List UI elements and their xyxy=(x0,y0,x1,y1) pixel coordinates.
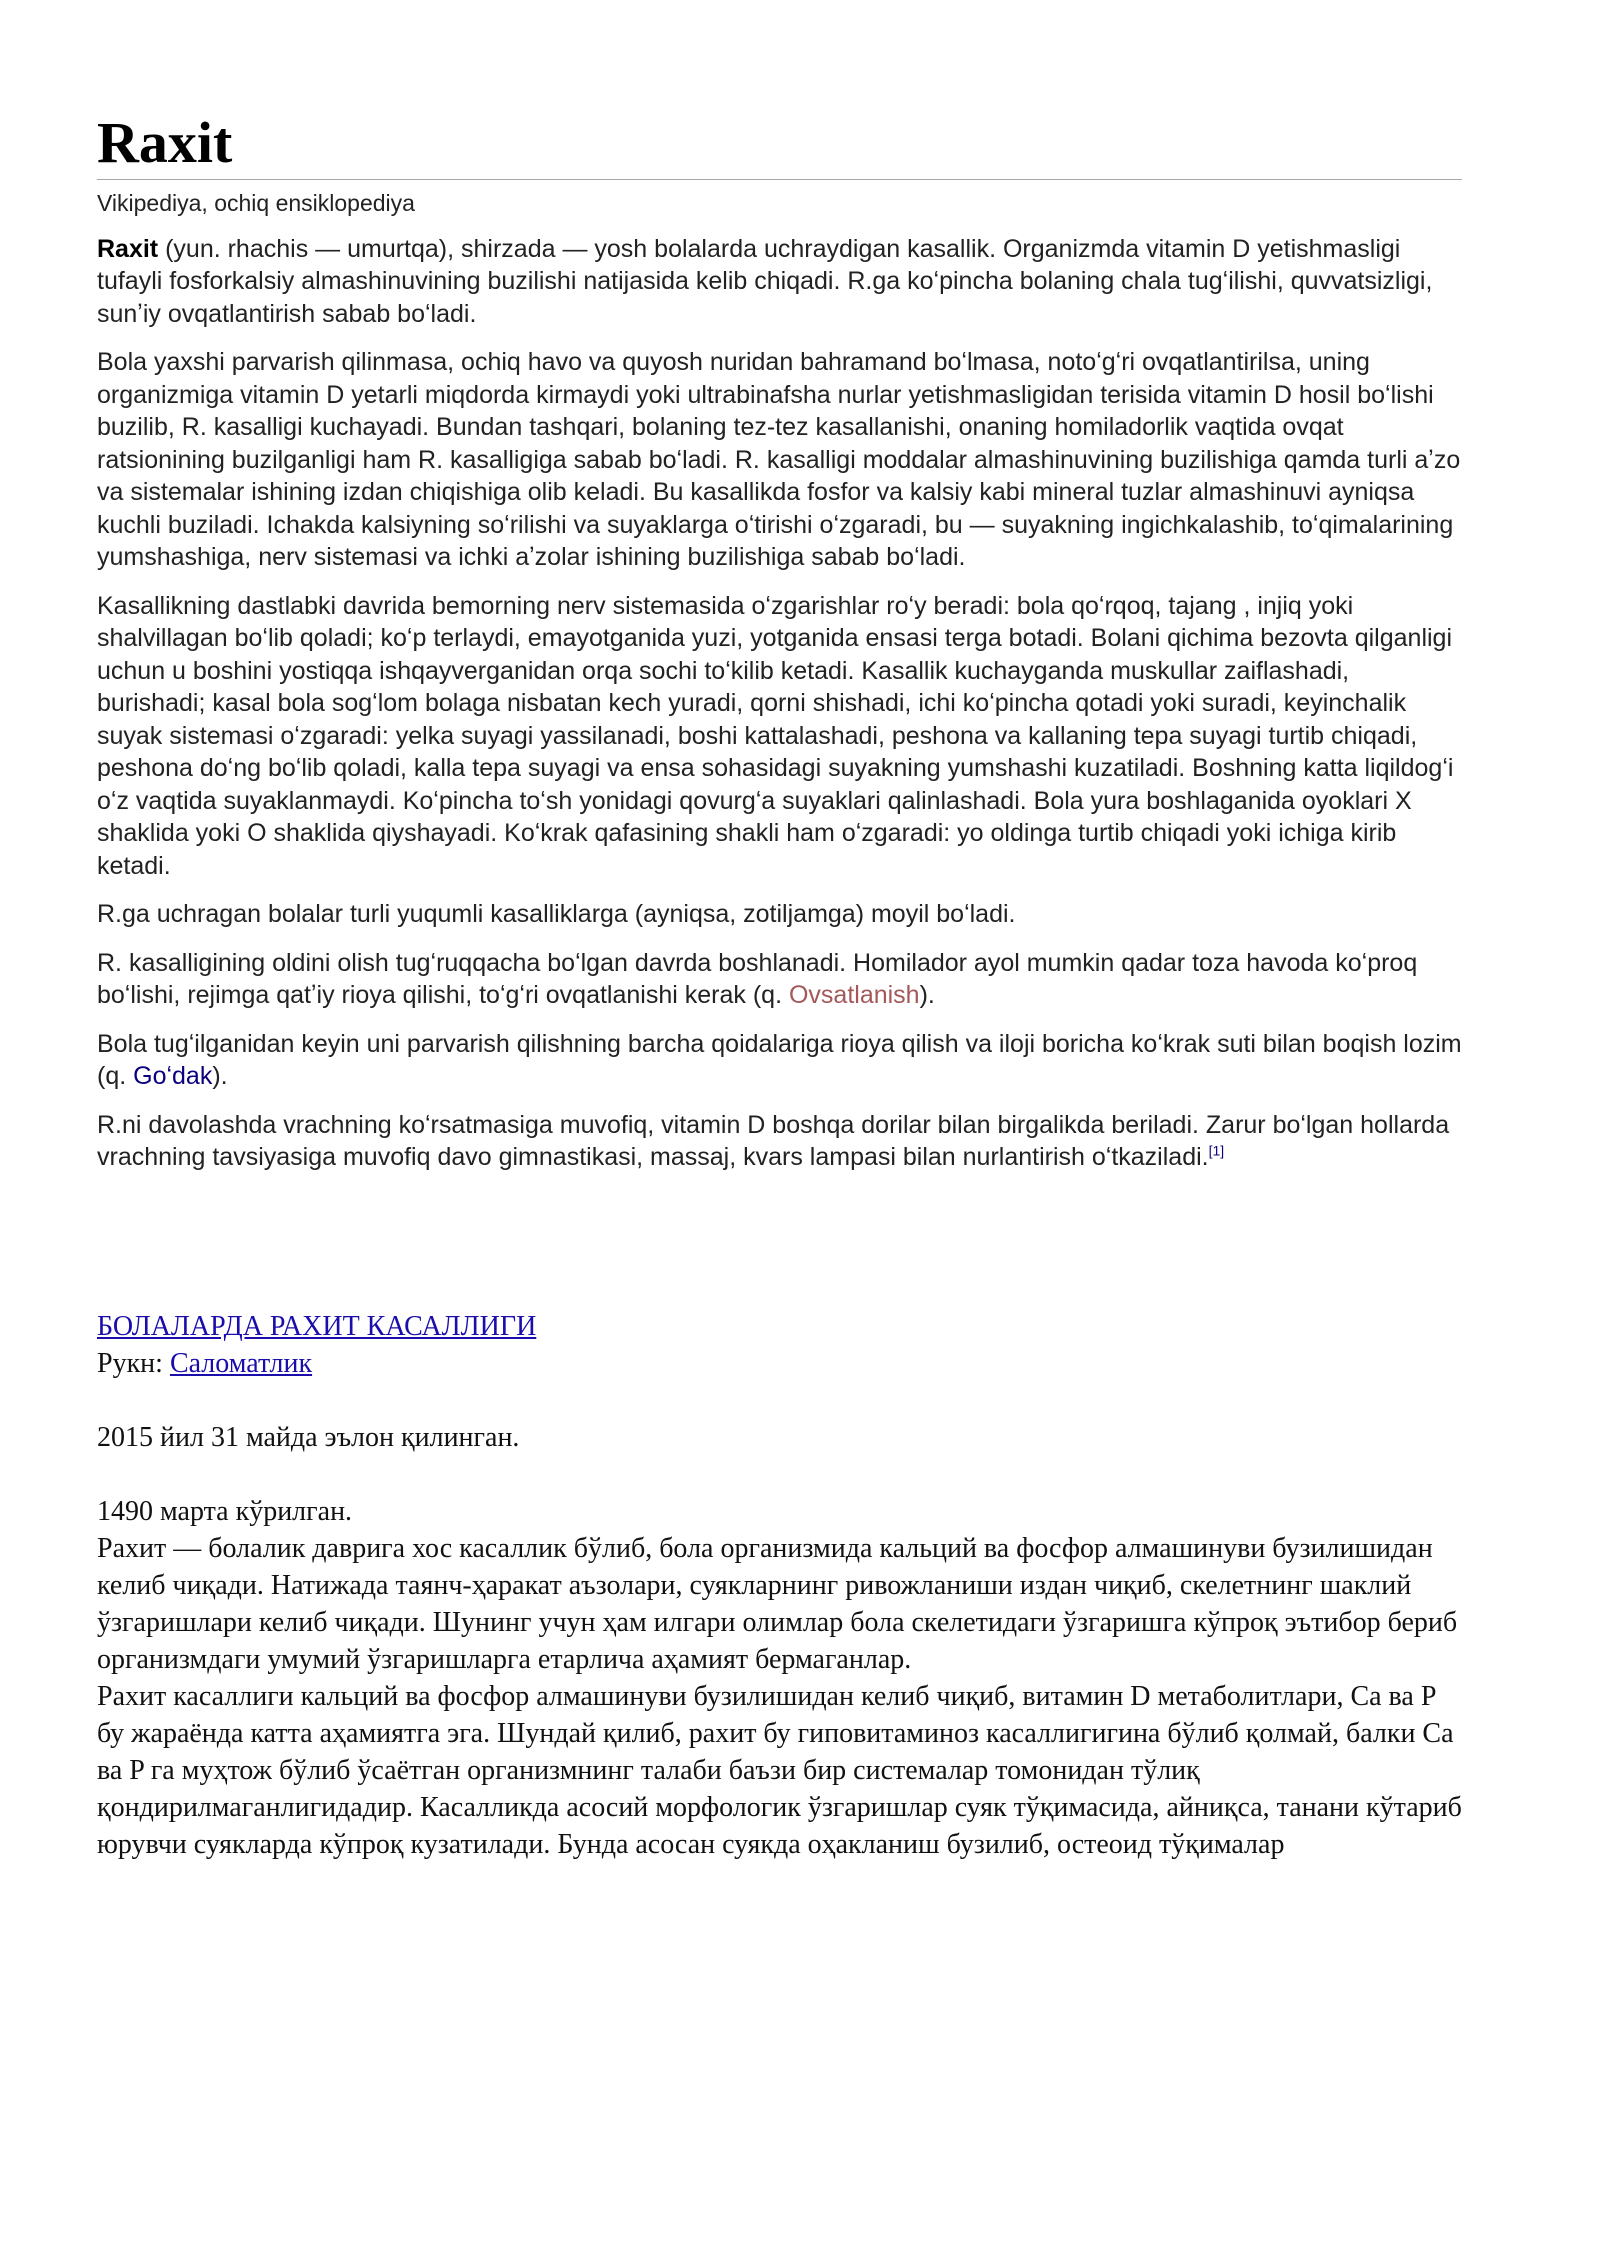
prevention-text-end: ). xyxy=(919,981,935,1010)
lead-text: (yun. rhachis — umurtqa), shirzada — yosh bolalarda uchraydigan kasallik. Organizmda vitamin D yetishmasligi tufayli fosforkalsiy almashinuvining buzilishi natijasida kelib chiqadi. R.ga koʻpincha bolaning chala tugʻilishi, quvvatsizligi, sunʼiy ovqatlantirish sabab boʻladi. xyxy=(97,234,1433,328)
site-tagline: Vikipediya, ochiq ensiklopediya xyxy=(97,189,415,216)
blog-post xyxy=(97,1308,1462,1863)
care-text-end: ). xyxy=(212,1062,228,1091)
post-title-link[interactable]: БОЛАЛАРДА РАХИТ КАСАЛЛИГИ xyxy=(97,1310,537,1342)
link-godak[interactable]: Goʻdak xyxy=(133,1062,213,1091)
page xyxy=(97,110,1462,1863)
paragraph-symptoms: Kasallikning dastlabki davrida bemorning nerv sistemasida oʻzgarishlar roʻy beradi: bola qoʻrqoq, tajang , injiq yoki shalvillagan boʻlib qoladi; koʻp terlaydi, emayotganida yuzi, yotganida ensasi terga botadi. Bolani qichima bezovta qilganligi uchun u boshini yostiqqa ishqayverganidan orqa sochi toʻkilib ketadi. Kasallik kuchayganda muskullar zaiflashadi, burishadi; kasal bola sogʻlom bolaga nisbatan kech yuradi, qorni shishadi, ichi koʻpincha qotadi yoki suradi, keyinchalik suyak sistemasi oʻzgaradi: yelka suyagi yassilanadi, boshi kattalashadi, peshona va kallaning tepa suyagi turtib chiqadi, peshona doʻng boʻlib qoladi, kalla tepa suyagi va ensa sohasidagi suyakning yumshashi kuzatiladi. Boshning katta liqildogʻi oʻz vaqtida suyaklanmaydi. Koʻpincha toʻsh yonidagi qovurgʻa suyaklari qalinlashadi. Bola yura boshlaganida oyoklari X shaklida yoki O shaklida qiyshayadi. Koʻkrak qafasining shakli ham oʻzgaradi: yo oldinga turtib chiqadi yoki ichiga kirib ketadi. xyxy=(97,591,1454,880)
lead-term: Raxit xyxy=(97,234,159,263)
post-body-1: Рахит — болалик даврига хос касаллик бўлиб, бола организмида кальций ва фосфор алмашинуви бузилишидан келиб чиқади. Натижада таянч-ҳаракат аъзолари, суякларнинг ривожланиши издан чиқиб, скелетнинг шаклий ўзгаришлари келиб чиқади. Шунинг учун ҳам илгари олимлар бола скелетидаги ўзгаришга кўпроқ эътибор бериб организмдаги умумий ўзгаришларга етарлича аҳамият бермаганлар. xyxy=(97,1532,1458,1675)
paragraph-causes: Bola yaxshi parvarish qilinmasa, ochiq havo va quyosh nuridan bahramand boʻlmasa, notoʻgʻri ovqatlantirilsa, uning organizmiga vitamin D yetarli miqdorda kirmaydi yoki ultrabinafsha nurlar yetishmasligidan terisida vitamin D hosil boʻlishi buzilib, R. kasalligi kuchayadi. Bundan tashqari, bolaning tez-tez kasallanishi, onaning homiladorlik vaqtida ovqat ratsionining buzilganligi ham R. kasalligiga sabab boʻladi. R. kasalligi moddalar almashinuvining buzilishiga qamda turli aʼzo va sistemalar ishining izdan chiqishiga olib keladi. Bu kasallikda fosfor va kalsiy kabi mineral tuzlar almashinuvi ayniqsa kuchli buziladi. Ichakda kalsiyning soʻrilishi va suyaklarga oʻtirishi oʻzgaradi, bu — suyakning ingichkalashib, toʻqimalarining yumshashiga, nerv sistemasi va ichki aʼzolar ishining buzilishiga sabab boʻladi. xyxy=(97,348,1461,572)
post-body-2: Рахит касаллиги кальций ва фосфор алмашинуви бузилишидан келиб чиқиб, витамин D метаболитлари, Ca ва P бу жараёнда катта аҳамиятга эга. Шундай қилиб, рахит бу гиповитаминоз касаллигигина бўлиб қолмай, балки Ca ва P га муҳтож бўлиб ўсаётган организмнинг талаби баъзи бир системалар томонидан тўлиқ қондирилмаганлигидадир. Касалликда асосий морфологик ўзгаришлар суяк тўқимасида, айниқса, танани кўтариб юрувчи суякларда кўпроқ кузатилади. Бунда асосан суякда оҳакланиш бузилиб, остеоид тўқималар xyxy=(97,1680,1462,1860)
article-body xyxy=(97,233,1462,1174)
paragraph-treatment xyxy=(97,1109,1462,1174)
post-views: 1490 марта кўрилган. xyxy=(97,1495,353,1527)
post-published: 2015 йил 31 майда эълон қилинган. xyxy=(97,1421,520,1453)
prevention-text: R. kasalligining oldini olish tugʻruqqacha boʻlgan davrda boshlanadi. Homilador ayol mumkin qadar toza havoda koʻproq boʻlishi, rejimga qatʼiy rioya qilishi, toʻgʻri ovqatlanishi kerak (q. xyxy=(97,948,1418,1010)
paragraph-care xyxy=(97,1028,1462,1093)
category-link[interactable]: Саломатлик xyxy=(169,1347,313,1379)
post-category xyxy=(97,1345,1462,1382)
paragraph-infections: R.ga uchragan bolalar turli yuqumli kasalliklarga (ayniqsa, zotiljamga) moyil boʻladi. xyxy=(97,900,1016,929)
category-label: Рукн: xyxy=(97,1347,170,1379)
care-text: Bola tugʻilganidan keyin uni parvarish qilishning barcha qoidalariga rioya qilish va iloji boricha koʻkrak suti bilan boqish lozim (q. xyxy=(97,1029,1462,1091)
treatment-text: R.ni davolashda vrachning koʻrsatmasiga muvofiq, vitamin D boshqa dorilar bilan birgalikda beriladi. Zarur boʻlgan hollarda vrachning tavsiyasiga muvofiq davo gimnastikasi, massaj, kvars lampasi bilan nurlantirish oʻtkaziladi. xyxy=(97,1110,1450,1172)
paragraph-prevention xyxy=(97,947,1462,1012)
lead-paragraph xyxy=(97,233,1462,331)
post-title-line xyxy=(97,1308,1462,1345)
page-title: Raxit xyxy=(97,110,1462,180)
reference-link[interactable]: [1] xyxy=(1208,1142,1225,1159)
link-ovsatlanish[interactable]: Ovsatlanish xyxy=(788,981,920,1010)
